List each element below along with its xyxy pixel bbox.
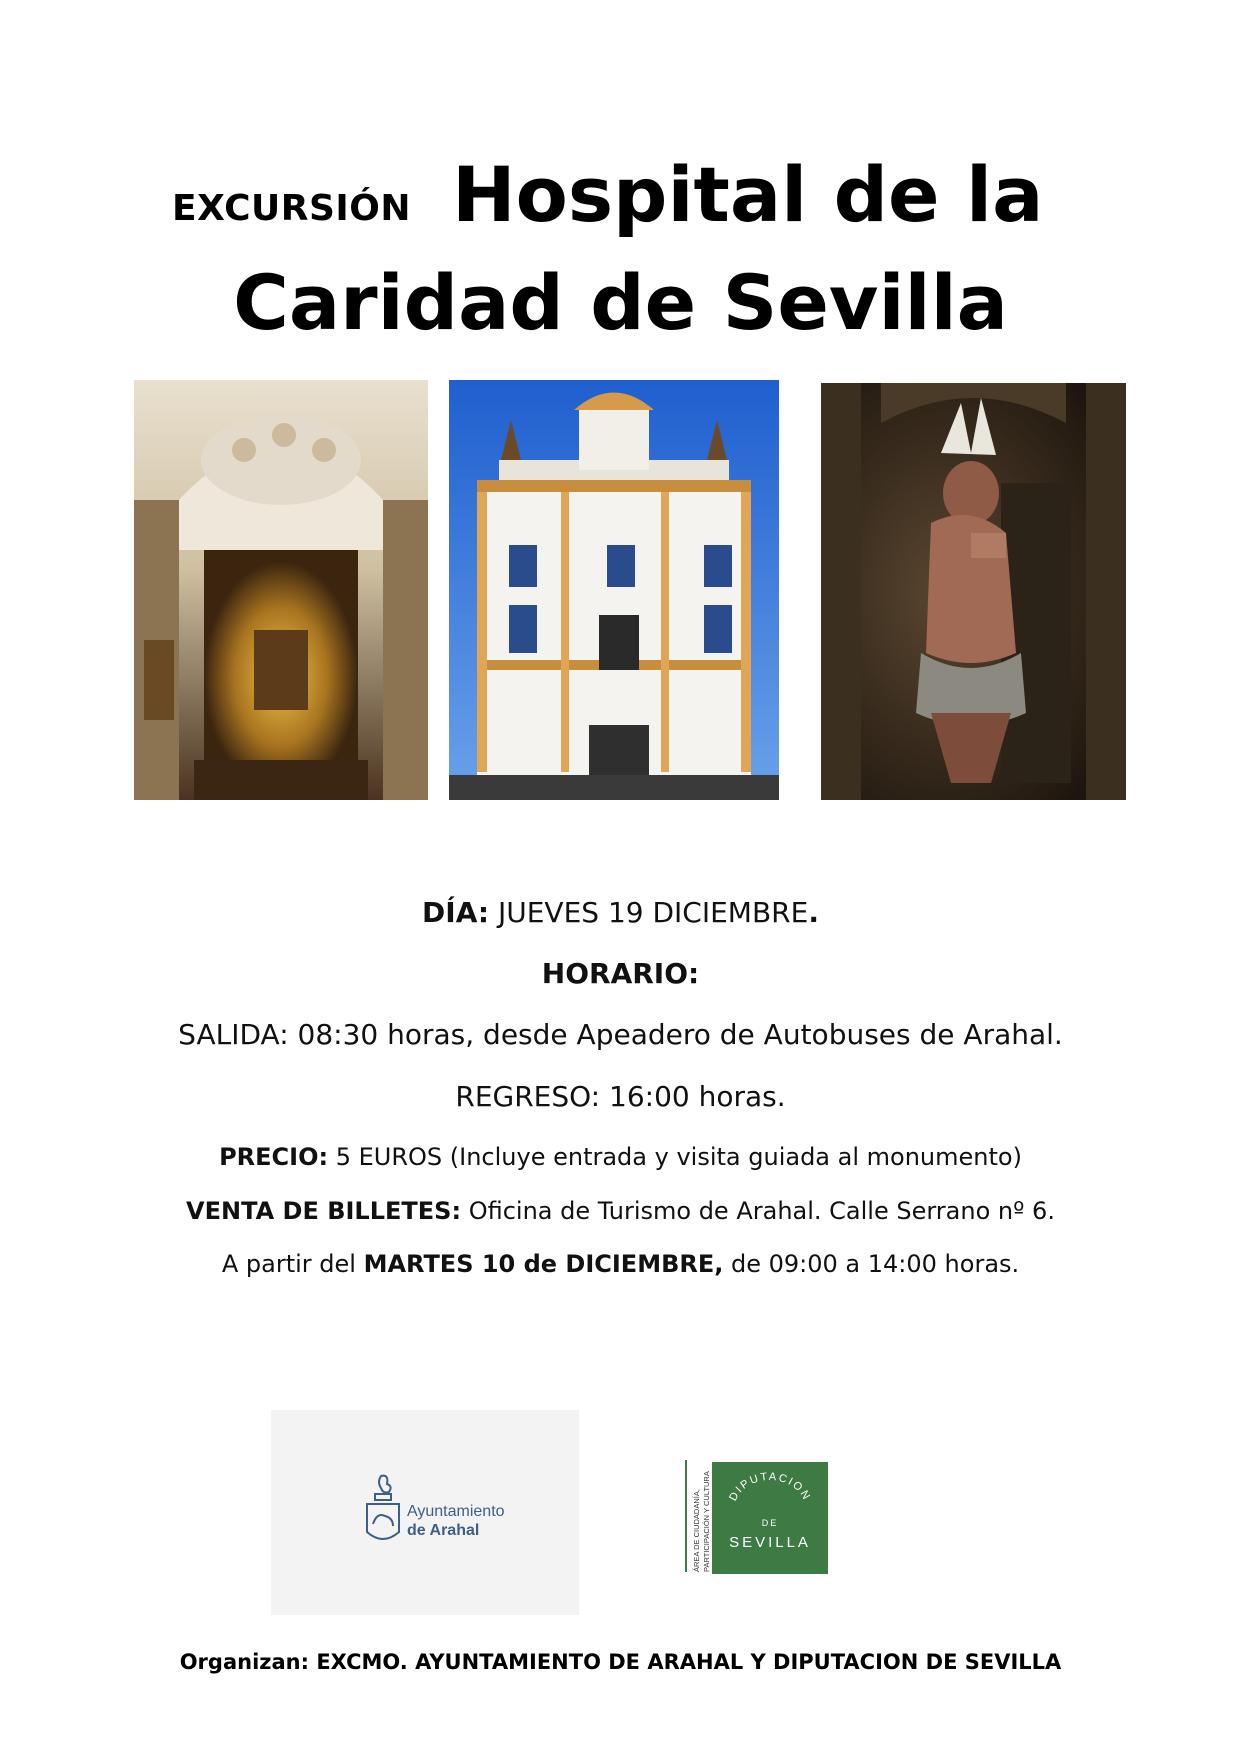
sales-start-line [0, 1250, 1241, 1278]
ticket-sales-line [0, 1197, 1241, 1225]
diputacion-sevilla: SEVILLA [729, 1534, 811, 1551]
sales-start-date: MARTES 10 de DICIEMBRE, [363, 1250, 724, 1278]
day-end: . [808, 896, 819, 929]
arahal-logo-line1: Ayuntamiento [407, 1503, 505, 1520]
page-title [0, 150, 1241, 347]
day-label: DÍA: [422, 896, 490, 929]
arahal-shield-icon [363, 1472, 403, 1550]
ayuntamiento-arahal-logo [271, 1410, 579, 1615]
ticket-sales-value: Oficina de Turismo de Arahal. Calle Serrano nº 6. [461, 1197, 1055, 1225]
price-value: 5 EUROS (Incluye entrada y visita guiada al monumento) [328, 1143, 1022, 1171]
price-line [0, 1143, 1241, 1171]
price-label: PRECIO: [219, 1143, 329, 1171]
return-line: REGRESO: 16:00 horas. [455, 1080, 786, 1113]
day-line [0, 896, 1241, 929]
ticket-sales-label: VENTA DE BILLETES: [186, 1197, 462, 1225]
arahal-logo-text [407, 1502, 505, 1540]
arahal-logo-line2: de Arahal [407, 1522, 480, 1539]
diputacion-sevilla-logo [712, 1462, 828, 1574]
title-main-line1: Hospital de la [452, 150, 1044, 239]
departure-line: SALIDA: 08:30 horas, desde Apeadero de Autobuses de Arahal. [178, 1018, 1063, 1051]
religious-sculpture-photo [821, 383, 1126, 800]
title-main-line2: Caridad de Sevilla [233, 258, 1008, 347]
diputacion-de: DE [761, 1518, 779, 1528]
diputacion-arc-text: DIPUTACION [727, 1470, 813, 1504]
organizers-footer: Organizan: EXCMO. AYUNTAMIENTO DE ARAHAL Y DIPUTACION DE SEVILLA [179, 1650, 1062, 1674]
hospital-facade-photo [449, 380, 779, 800]
diputacion-side-text [684, 1458, 712, 1574]
svg-text:DIPUTACION [727, 1471, 813, 1503]
church-interior-photo [134, 380, 428, 800]
title-prefix: EXCURSIÓN [172, 188, 411, 229]
schedule-heading: HORARIO: [541, 957, 700, 990]
diputacion-side-line2: PARTICIPACIÓN Y CULTURA [702, 1471, 711, 1572]
sales-start-hours: de 09:00 a 14:00 horas. [723, 1250, 1020, 1278]
diputacion-side-line1: ÁREA DE CIUDADANÍA, [692, 1489, 701, 1572]
day-value: JUEVES 19 DICIEMBRE [489, 896, 809, 929]
sales-start-prefix: A partir del [221, 1250, 364, 1278]
title-line-1 [0, 150, 1241, 260]
